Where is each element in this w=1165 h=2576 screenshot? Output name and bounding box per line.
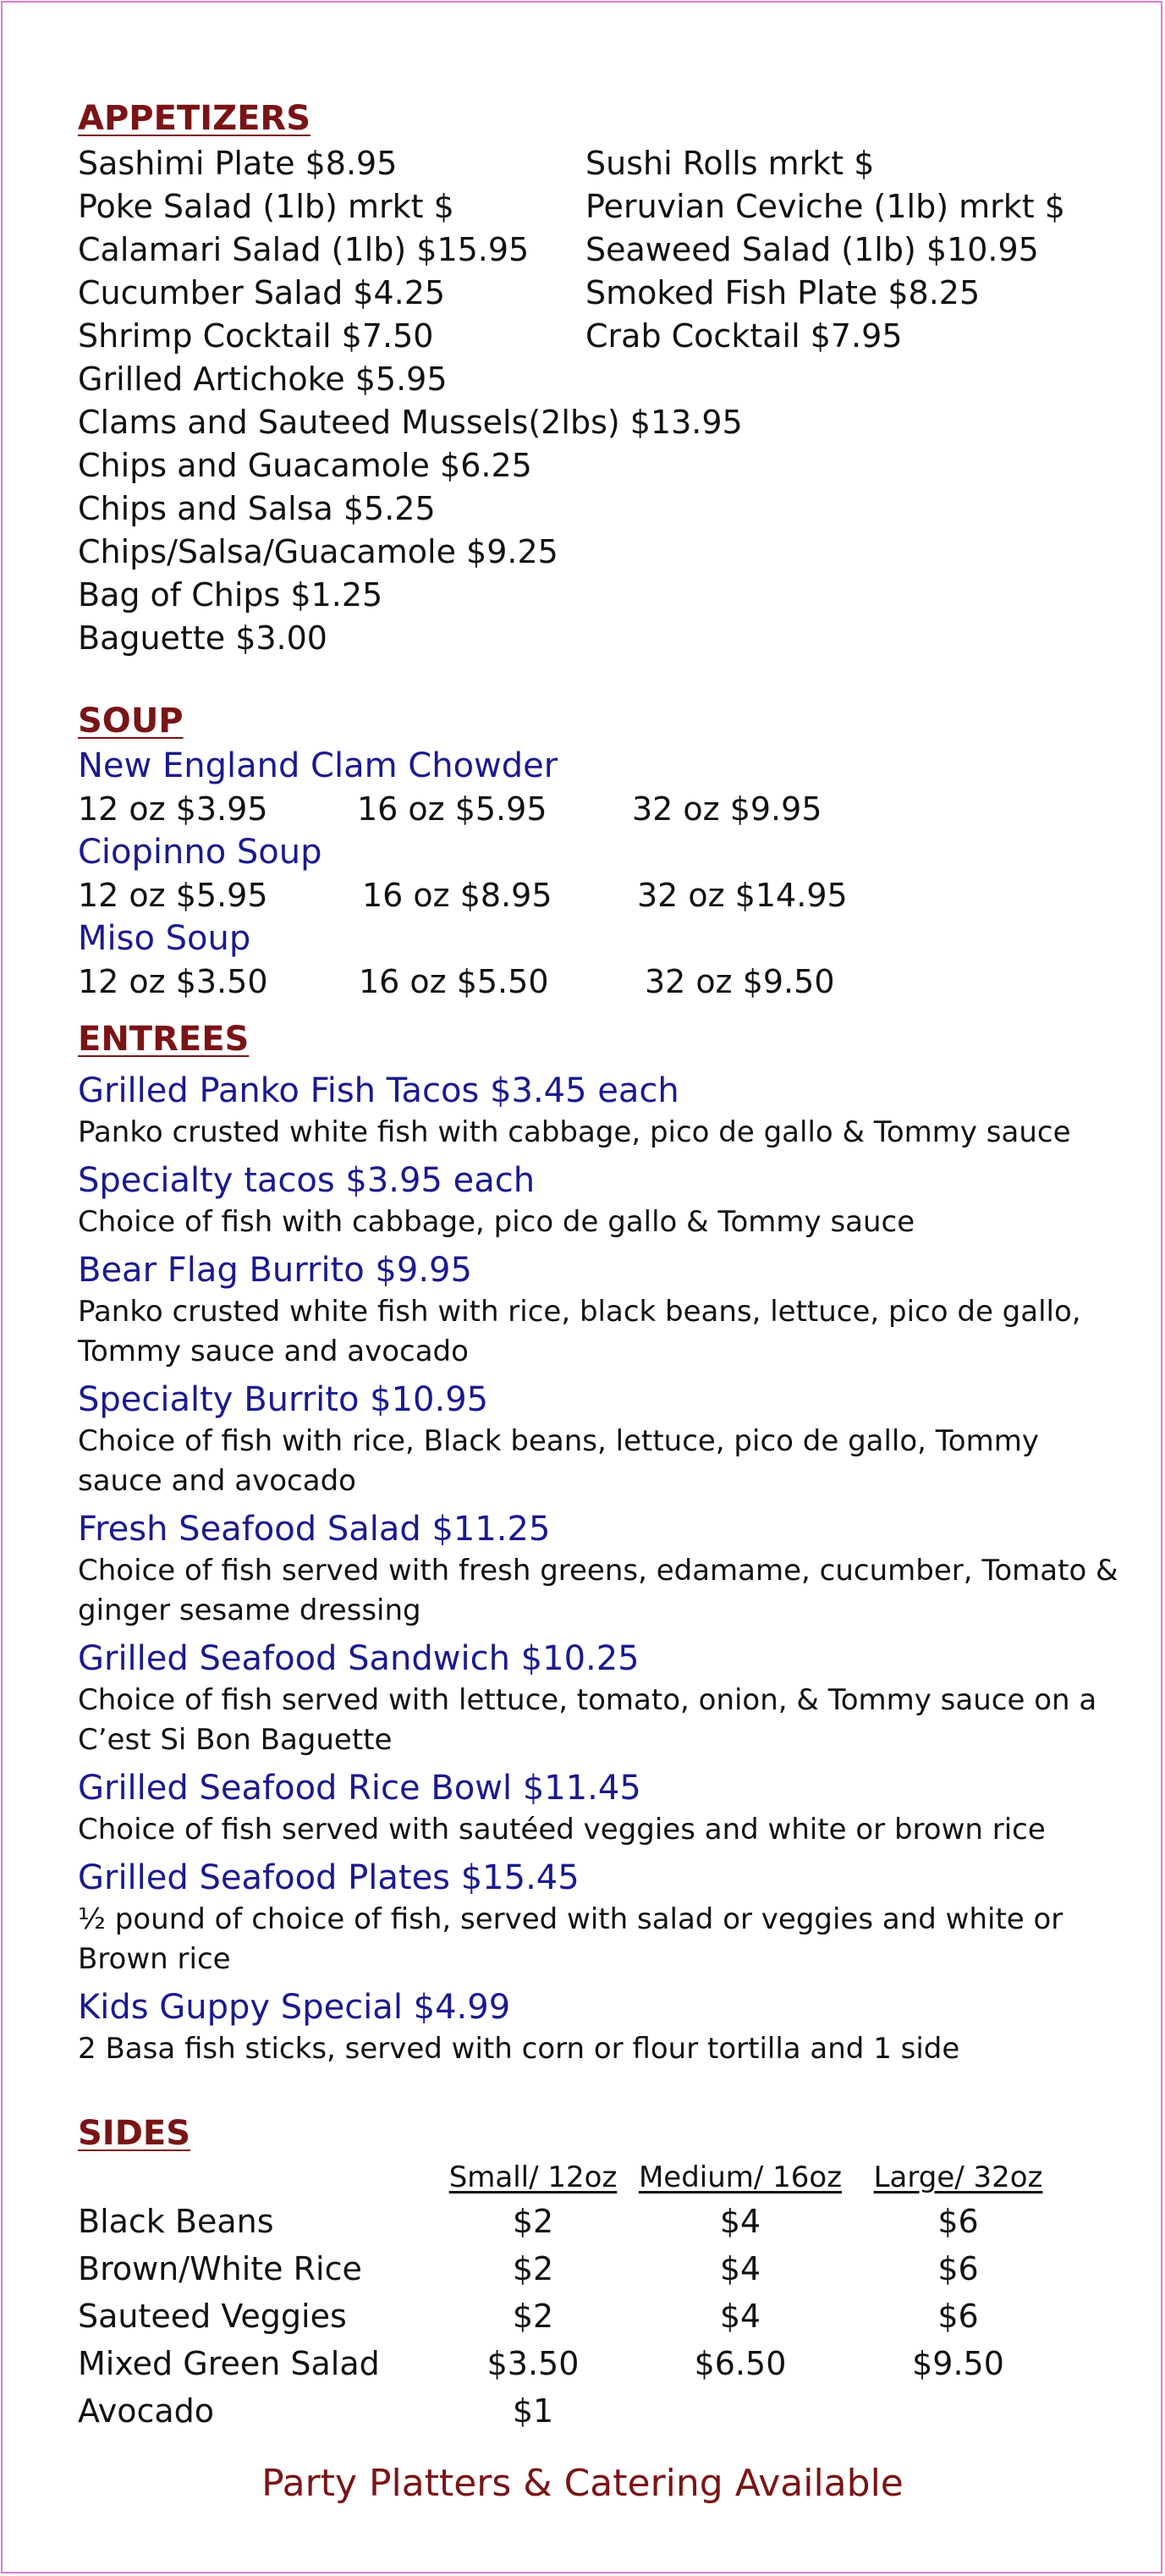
- soup-sizes: [78, 960, 1135, 1004]
- sides-column-medium: Medium/ 16oz: [638, 2160, 843, 2194]
- appetizer-item: Sushi Rolls mrkt $: [585, 145, 875, 182]
- side-price-large: $6: [937, 2298, 979, 2335]
- entree-title: Grilled Panko Fish Tacos $3.45 each: [78, 1071, 679, 1110]
- side-price-small: $2: [512, 2203, 554, 2240]
- soup-sizes: [78, 788, 1135, 831]
- side-price-medium: [635, 2387, 846, 2435]
- sides-header-row: [78, 2157, 1070, 2198]
- side-price-medium: $4: [719, 2298, 761, 2335]
- appetizers-heading: APPETIZERS: [78, 99, 311, 138]
- entree-description: Choice of fish served with lettuce, tomato, onion, & Tommy sauce on a C’est Si Bon Baguette: [78, 1683, 1097, 1757]
- appetizers-section: [78, 95, 1135, 660]
- appetizer-item: Grilled Artichoke $5.95: [78, 361, 448, 398]
- sides-section: [78, 2110, 1135, 2435]
- side-price-large: $6: [937, 2203, 979, 2240]
- entree-description: Choice of fish served with sautéed veggies and white or brown rice: [78, 1813, 1046, 1847]
- appetizer-item: Chips/Salsa/Guacamole $9.25: [78, 533, 558, 570]
- entree-item: [78, 1508, 1135, 1631]
- side-price-medium: $6.50: [694, 2345, 787, 2382]
- entree-item: [78, 1379, 1135, 1501]
- entree-title: Bear Flag Burrito $9.95: [78, 1251, 472, 1290]
- sides-heading: SIDES: [78, 2114, 191, 2153]
- soup-name: New England Clam Chowder: [78, 746, 558, 785]
- appetizer-item: Chips and Salsa $5.25: [78, 490, 436, 527]
- side-name: Avocado: [78, 2392, 215, 2430]
- soup-size-32oz: 32 oz $9.50: [645, 963, 835, 1000]
- entree-item: [78, 1249, 1135, 1372]
- side-price-large: $9.50: [912, 2345, 1004, 2382]
- entree-description: Choice of fish with rice, Black beans, lettuce, pico de gallo, Tommy sauce and avocado: [78, 1424, 1039, 1498]
- entree-description: Panko crusted white fish with cabbage, pico de gallo & Tommy sauce: [78, 1115, 1071, 1149]
- entree-title: Kids Guppy Special $4.99: [78, 1988, 511, 2027]
- soup-sizes: [78, 874, 1135, 917]
- appetizer-item: Baguette $3.00: [78, 619, 327, 657]
- side-price-small: $2: [512, 2250, 554, 2287]
- entrees-heading: ENTREES: [78, 1020, 250, 1059]
- appetizers-grid: [78, 142, 1135, 358]
- appetizer-item: Chips and Guacamole $6.25: [78, 447, 532, 484]
- soup-size-16oz: 16 oz $8.95: [362, 877, 552, 914]
- side-price-large: $6: [937, 2250, 979, 2287]
- appetizer-item: Crab Cocktail $7.95: [585, 317, 903, 355]
- appetizer-item: Bag of Chips $1.25: [78, 576, 383, 614]
- entree-description: Panko crusted white fish with rice, black beans, lettuce, pico de gallo, Tommy sauce and avocado: [78, 1295, 1081, 1368]
- sides-column-large: Large/ 32oz: [873, 2160, 1043, 2194]
- appetizer-item: Calamari Salad (1lb) $15.95: [78, 231, 530, 268]
- soup-size-32oz: 32 oz $14.95: [637, 877, 848, 914]
- entree-item: [78, 1638, 1135, 1760]
- appetizer-item: Seaweed Salad (1lb) $10.95: [585, 231, 1039, 268]
- appetizer-item: Shrimp Cocktail $7.50: [78, 317, 434, 355]
- entree-item: [78, 1986, 1135, 2069]
- entree-title: Specialty Burrito $10.95: [78, 1380, 489, 1419]
- menu-content: [78, 95, 1135, 2435]
- side-price-small: $1: [512, 2392, 554, 2430]
- catering-footer: Party Platters & Catering Available: [261, 2462, 904, 2505]
- soup-size-16oz: 16 oz $5.95: [357, 790, 547, 828]
- soup-size-32oz: 32 oz $9.95: [632, 790, 822, 828]
- entree-item: [78, 1159, 1135, 1242]
- side-name: Brown/White Rice: [78, 2250, 362, 2287]
- soup-name: Miso Soup: [78, 919, 251, 958]
- entree-item: [78, 1857, 1135, 1979]
- appetizer-item: Sashimi Plate $8.95: [78, 145, 398, 182]
- sides-header-empty: [78, 2157, 431, 2198]
- entree-description: 2 Basa fish sticks, served with corn or flour tortilla and 1 side: [78, 2032, 960, 2066]
- side-name: Black Beans: [78, 2203, 274, 2240]
- entree-description: ½ pound of choice of fish, served with salad or veggies and white or Brown rice: [78, 1902, 1063, 1976]
- entree-title: Fresh Seafood Salad $11.25: [78, 1510, 551, 1549]
- entree-title: Specialty tacos $3.95 each: [78, 1161, 536, 1200]
- appetizer-item: Smoked Fish Plate $8.25: [585, 274, 981, 311]
- soup-heading: SOUP: [78, 702, 184, 740]
- side-price-large: [846, 2387, 1070, 2435]
- table-row: [78, 2340, 1070, 2387]
- appetizer-item: Clams and Sauteed Mussels(2lbs) $13.95: [78, 404, 743, 441]
- side-price-small: $3.50: [486, 2345, 580, 2382]
- table-row: [78, 2293, 1070, 2340]
- table-row: [78, 2387, 1070, 2435]
- entree-title: Grilled Seafood Sandwich $10.25: [78, 1639, 640, 1678]
- appetizer-item: Peruvian Ceviche (1lb) mrkt $: [585, 188, 1065, 225]
- soup-section: [78, 697, 1135, 1004]
- side-name: Mixed Green Salad: [78, 2345, 380, 2382]
- entree-item: [78, 1767, 1135, 1850]
- entree-title: Grilled Seafood Rice Bowl $11.45: [78, 1769, 641, 1808]
- soup-name: Ciopinno Soup: [78, 833, 322, 872]
- soup-size-12oz: 12 oz $5.95: [78, 877, 268, 914]
- side-name: Sauteed Veggies: [78, 2298, 347, 2335]
- side-price-small: $2: [512, 2298, 554, 2335]
- side-price-medium: $4: [719, 2203, 761, 2240]
- sides-table: [78, 2157, 1070, 2435]
- entree-item: [78, 1070, 1135, 1153]
- table-row: [78, 2245, 1070, 2293]
- soup-size-16oz: 16 oz $5.50: [359, 963, 549, 1000]
- side-price-medium: $4: [719, 2250, 761, 2287]
- entree-description: Choice of fish served with fresh greens, edamame, cucumber, Tomato & ginger sesame dressing: [78, 1554, 1118, 1627]
- soup-size-12oz: 12 oz $3.95: [78, 790, 268, 828]
- entrees-section: [78, 1016, 1135, 2069]
- sides-column-small: Small/ 12oz: [448, 2160, 618, 2194]
- entree-description: Choice of fish with cabbage, pico de gallo & Tommy sauce: [78, 1205, 915, 1239]
- appetizer-item: Poke Salad (1lb) mrkt $: [78, 188, 454, 225]
- entree-title: Grilled Seafood Plates $15.45: [78, 1858, 580, 1897]
- table-row: [78, 2198, 1070, 2245]
- appetizer-item: Cucumber Salad $4.25: [78, 274, 446, 311]
- soup-size-12oz: 12 oz $3.50: [78, 963, 268, 1000]
